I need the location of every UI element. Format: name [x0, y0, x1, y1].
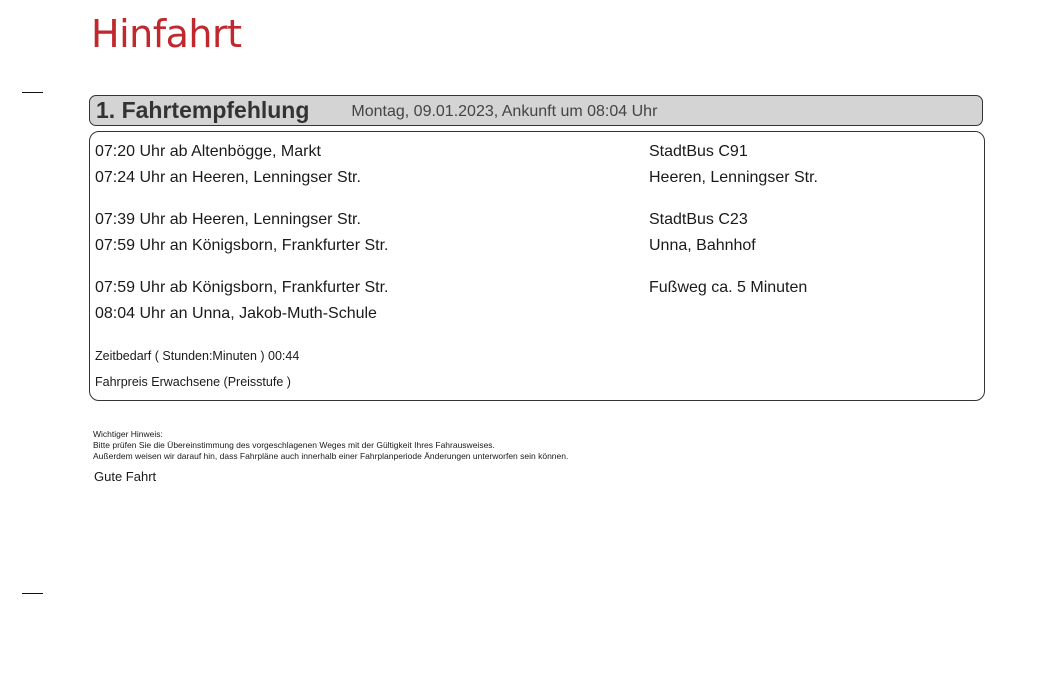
leg-3-arrival: 08:04 Uhr an Unna, Jakob-Muth-Schule: [95, 305, 377, 322]
notice-line-2: Außerdem weisen wir darauf hin, dass Fahrpläne auch innerhalb einer Fahrplanperiode Änderungen unterworfen sein können.: [93, 451, 569, 461]
leg-3-departure: 07:59 Uhr ab Königsborn, Frankfurter Str.: [95, 279, 389, 296]
page-title: Hinfahrt: [91, 12, 242, 56]
itinerary-box: [89, 131, 985, 401]
leg-3-line: Fußweg ca. 5 Minuten: [649, 279, 808, 296]
leg-1-departure: 07:20 Uhr ab Altenbögge, Markt: [95, 143, 321, 160]
recommendation-title: 1. Fahrtempfehlung: [96, 97, 310, 123]
margin-mark-bottom: [22, 593, 43, 594]
leg-1-arrival: 07:24 Uhr an Heeren, Lenningser Str.: [95, 169, 361, 186]
leg-1-line: StadtBus C91: [649, 143, 748, 160]
margin-mark-top: [22, 92, 43, 93]
notice-title: Wichtiger Hinweis:: [93, 429, 163, 439]
leg-1-direction: Heeren, Lenningser Str.: [649, 169, 818, 186]
fare-line: Fahrpreis Erwachsene (Preisstufe ): [95, 375, 291, 389]
closing-text: Gute Fahrt: [94, 469, 157, 484]
leg-2-departure: 07:39 Uhr ab Heeren, Lenningser Str.: [95, 211, 361, 228]
leg-2-line: StadtBus C23: [649, 211, 748, 228]
recommendation-header: [89, 95, 983, 126]
notice-line-1: Bitte prüfen Sie die Übereinstimmung des vorgeschlagenen Weges mit der Gültigkeit Ihres Fahrausweises.: [93, 440, 495, 450]
leg-2-direction: Unna, Bahnhof: [649, 237, 756, 254]
leg-2-arrival: 07:59 Uhr an Königsborn, Frankfurter Str.: [95, 237, 389, 254]
important-notice: [93, 429, 568, 462]
duration-line: Zeitbedarf ( Stunden:Minuten ) 00:44: [95, 349, 300, 363]
recommendation-date: Montag, 09.01.2023, Ankunft um 08:04 Uhr: [351, 103, 658, 120]
